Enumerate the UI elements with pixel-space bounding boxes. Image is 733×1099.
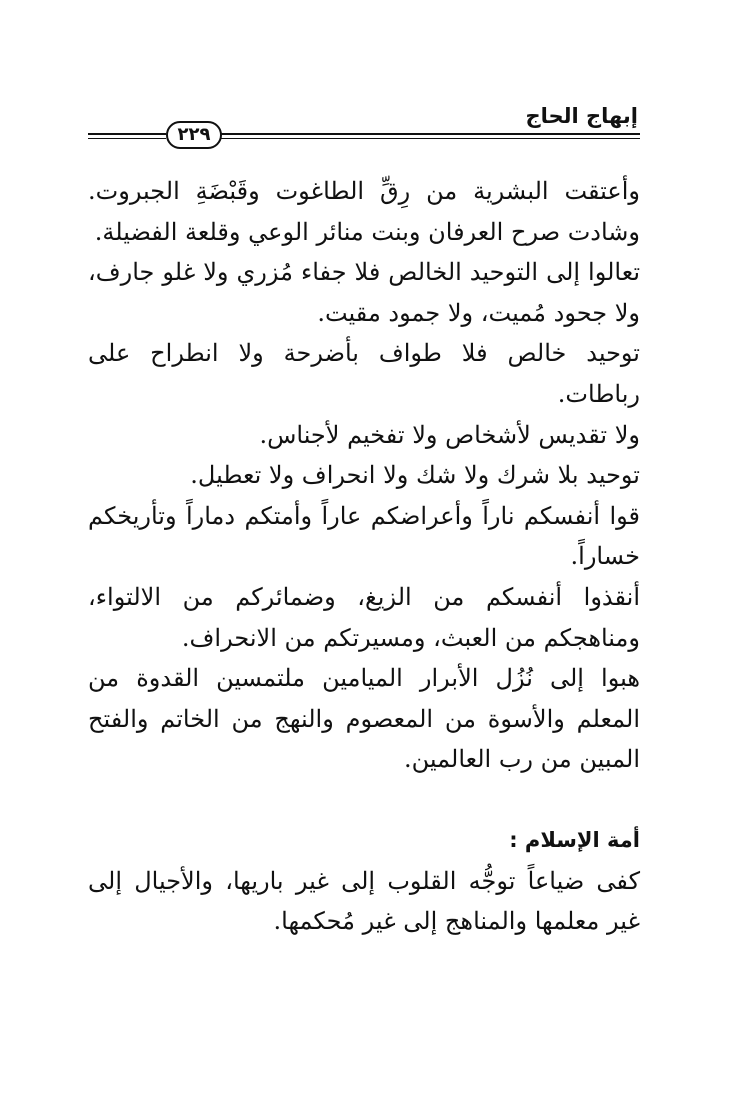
paragraph: ولا تقديس لأشخاص ولا تفخيم لأجناس. bbox=[259, 420, 640, 449]
page-number: ٢٢٩ bbox=[166, 121, 222, 149]
paragraph: تعالوا إلى التوحيد الخالص فلا جفاء مُزري ولا غلو جارف، ولا جحود مُميت، ولا جمود مقيت. bbox=[88, 258, 640, 327]
section-spacer bbox=[88, 780, 640, 820]
section-heading: أمة الإسلام : bbox=[509, 827, 640, 852]
body-text bbox=[88, 171, 640, 942]
header-rule-right bbox=[220, 133, 640, 135]
paragraph: وأعتقت البشرية من رِقِّ الطاغوت وقَبْضَةِ الجبروت. وشادت صرح العرفان وبنت منائر الوعي وقلعة الفضيلة. bbox=[88, 177, 640, 246]
section-paragraph: كفى ضياعاً توجُّه القلوب إلى غير باريها، والأجيال إلى غير معلمها والمناهج إلى غير مُحكمها. bbox=[88, 866, 640, 936]
paragraph: توحيد خالص فلا طواف بأضرحة ولا انطراح على رباطات. bbox=[88, 339, 640, 408]
paragraph: توحيد بلا شرك ولا شك ولا انحراف ولا تعطيل. bbox=[190, 461, 640, 490]
running-title: إبهاج الحاج bbox=[525, 104, 638, 128]
paragraph: أنقذوا أنفسكم من الزيغ، وضمائركم من الالتواء، ومناهجكم من العبث، ومسيرتكم من الانحراف. bbox=[88, 582, 640, 652]
paragraph: قوا أنفسكم ناراً وأعراضكم عاراً وأمتكم دماراً وتأريخكم خساراً. bbox=[88, 501, 640, 571]
header-rule-left bbox=[88, 133, 166, 135]
paragraph: هبوا إلى نُزُل الأبرار الميامين ملتمسين القدوة من المعلم والأسوة من المعصوم والنهج من الخاتم والفتح المبين من رب العالمين. bbox=[88, 664, 640, 774]
